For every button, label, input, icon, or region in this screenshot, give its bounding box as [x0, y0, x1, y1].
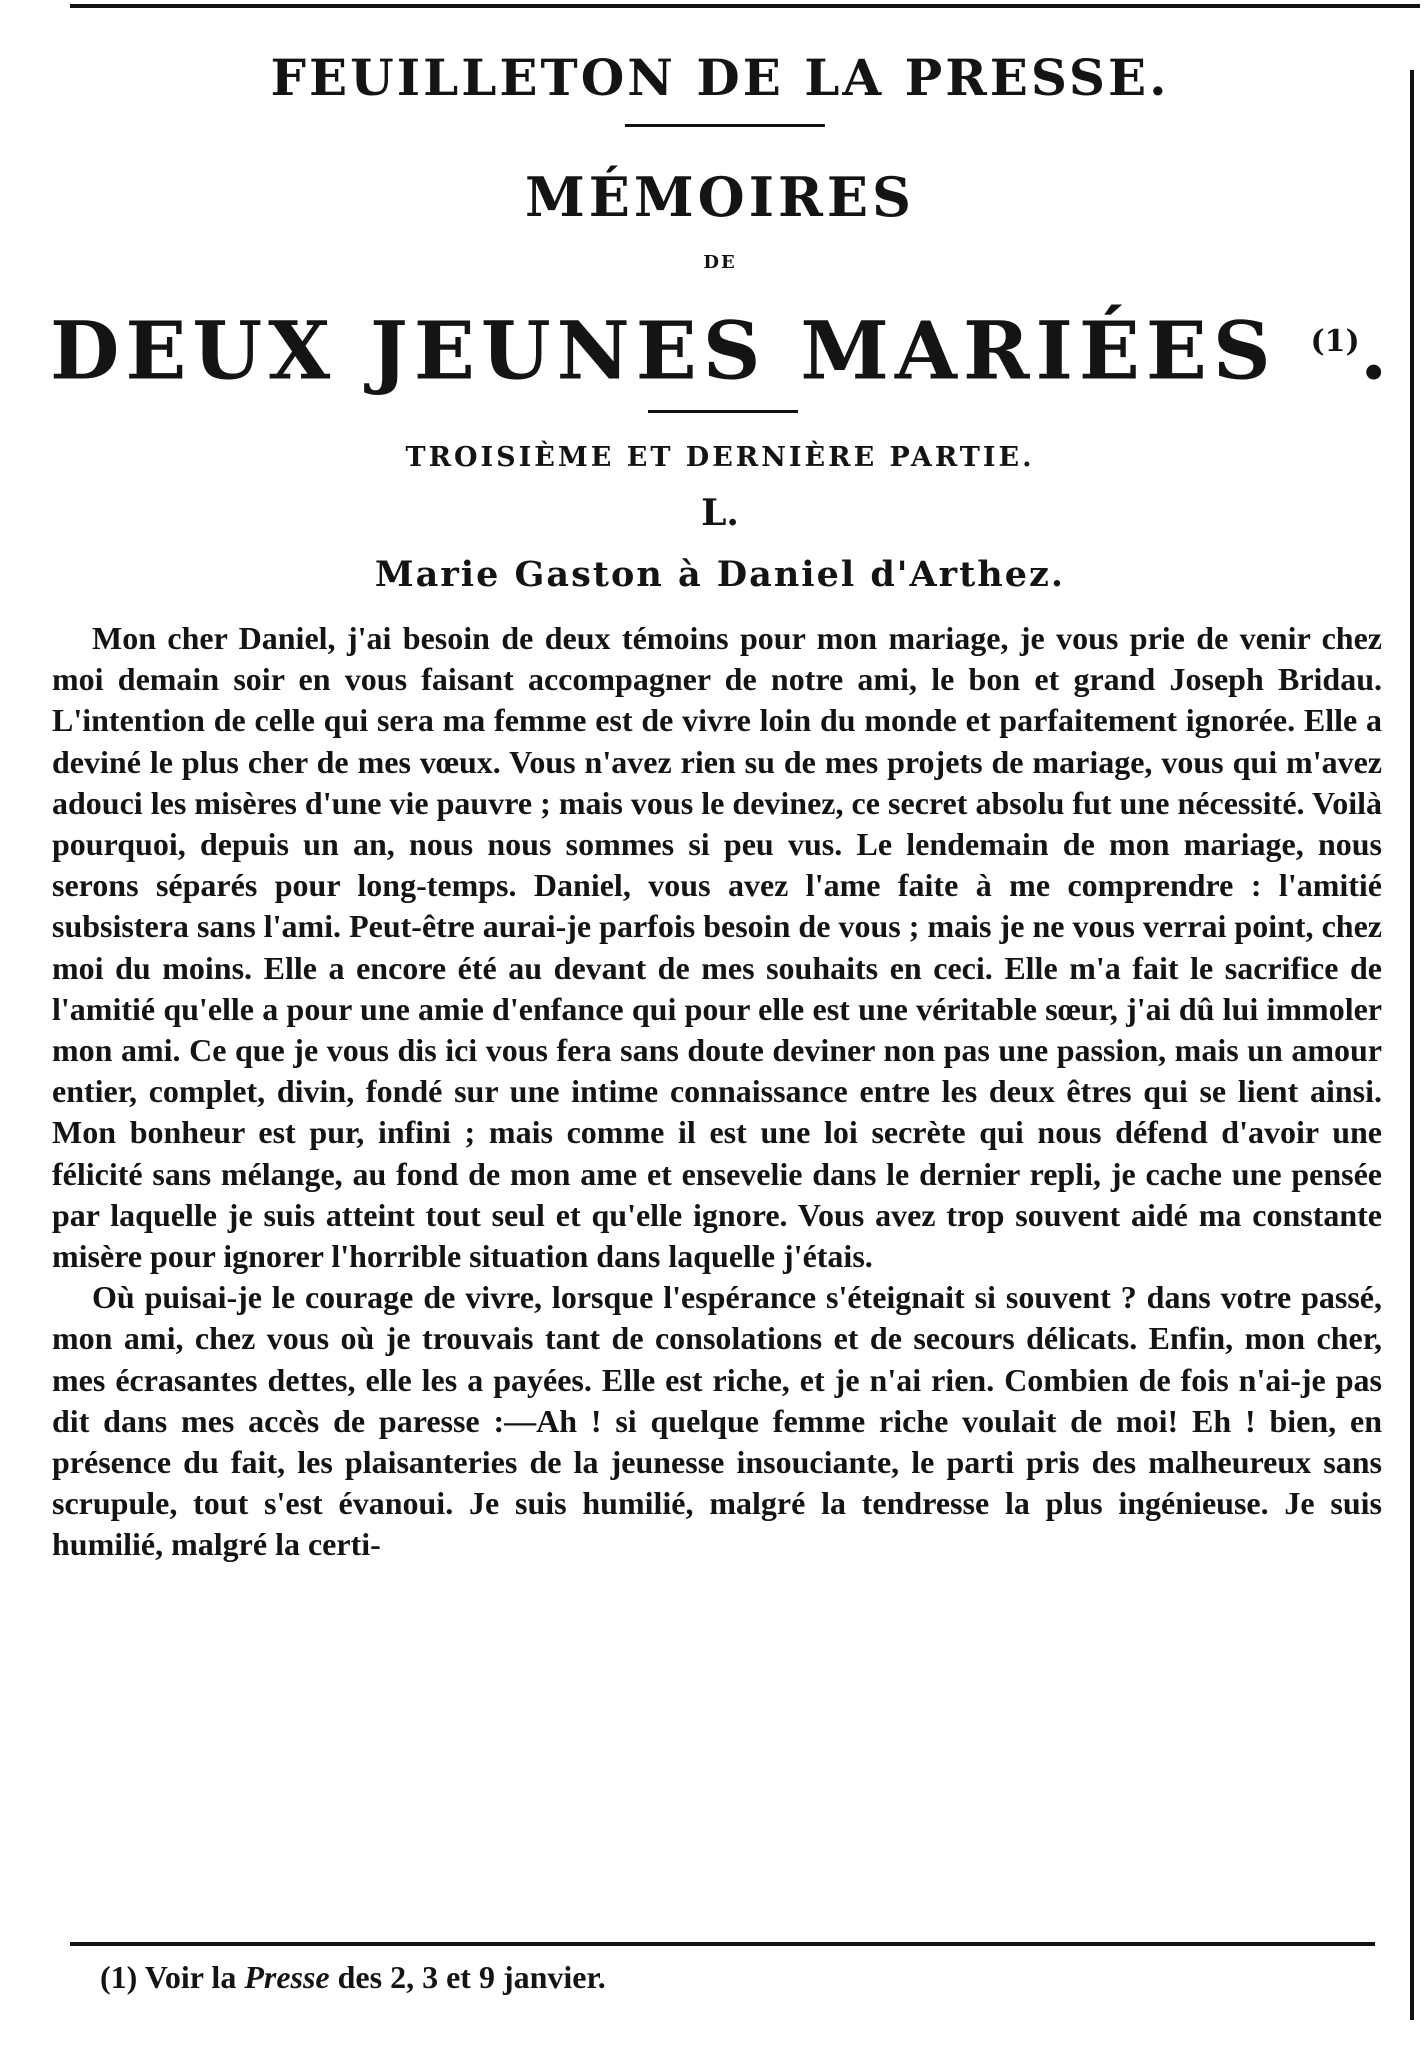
column-separator-rule — [1410, 70, 1414, 2020]
main-title-text: DEUX JEUNES MARIÉES — [50, 303, 1277, 398]
title-divider — [648, 410, 798, 413]
title-line-1: MÉMOIRES — [524, 165, 916, 229]
footnote-journal: Presse — [244, 1959, 330, 1995]
paragraph-1: Mon cher Daniel, j'ai besoin de deux témoins pour mon mariage, je vous prie de venir chez moi demain soir en vous faisant accompagner de notre ami, le bon et grand Joseph Bridau. L'intention de celle qui sera ma femme est de vivre loin du monde et parfaitement ignorée. Elle a deviné le plus cher de mes vœux. Vous n'avez rien su de mes projets de mariage, vous qui m'avez adouci les misères d'une vie pauvre ; mais vous le devinez, ce secret absolu fut une nécessité. Voilà pourquoi, depuis un an, nous nous sommes si peu vus. Le lendemain de mon mariage, nous serons séparés pour long-temps. Daniel, vous avez l'ame faite à me comprendre : l'amitié subsistera sans l'ami. Peut-être aurai-je parfois besoin de vous ; mais je ne vous verrai point, chez moi du moins. Elle a encore été au devant de mes souhaits en ceci. Elle m'a fait le sacrifice de l'amitié qu'elle a pour une amie d'enfance qui pour elle est une véritable sœur, j'ai dû lui immoler mon ami. Ce que je vous dis ici vous fera sans doute deviner non pas une passion, mais un amour entier, complet, divin, fondé sur une intime connaissance entre les deux êtres qui se lient ainsi. Mon bonheur est pur, infini ; mais comme il est une loi secrète qui nous défend d'avoir une félicité sans mélange, au fond de mon ame et ensevelie dans le dernier repli, je cache une pensée par laquelle je suis atteint tout seul et qu'elle ignore. Vous avez trop souvent aidé ma constante misère pour ignorer l'horrible situation dans laquelle j'étais. — [52, 620, 1382, 1275]
title-footnote-ref: (1) — [1310, 324, 1360, 359]
top-border-rule — [70, 4, 1420, 8]
footnote-marker: (1) — [100, 1959, 138, 1995]
article-body — [52, 618, 1382, 1566]
masthead: FEUILLETON DE LA PRESSE. — [270, 48, 1170, 107]
footnote-text-before: Voir la — [144, 1959, 237, 1995]
chapter-number: L. — [701, 492, 739, 534]
footnote-text-after: des 2, 3 et 9 janvier. — [337, 1959, 606, 1995]
footnote — [100, 1957, 606, 1997]
paragraph-2: Où puisai-je le courage de vivre, lorsque l'espérance s'éteignait si souvent ? dans votre passé, mon ami, chez vous où je trouvais tant de consolations et de secours délicats. Enfin, mon cher, mes écrasantes dettes, elle les a payées. Elle est riche, et je n'ai rien. Combien de fois n'ai-je pas dit dans mes accès de paresse :—Ah ! si quelque femme riche voulait de moi! Eh ! bien, en présence du fait, les plaisanteries de la jeunesse insouciante, le parti pris des malheureux sans scrupule, tout s'est évanoui. Je suis humilié, malgré la tendresse la plus ingénieuse. Je suis humilié, malgré la certi- — [52, 1279, 1382, 1563]
letter-heading: Marie Gaston à Daniel d'Arthez. — [374, 554, 1066, 595]
title-connector: DE — [703, 252, 737, 273]
main-title — [50, 292, 1394, 401]
title-period: . — [1359, 303, 1394, 398]
masthead-divider — [625, 124, 825, 127]
part-heading: TROISIÈME ET DERNIÈRE PARTIE. — [405, 442, 1035, 473]
footnote-rule — [70, 1942, 1375, 1946]
